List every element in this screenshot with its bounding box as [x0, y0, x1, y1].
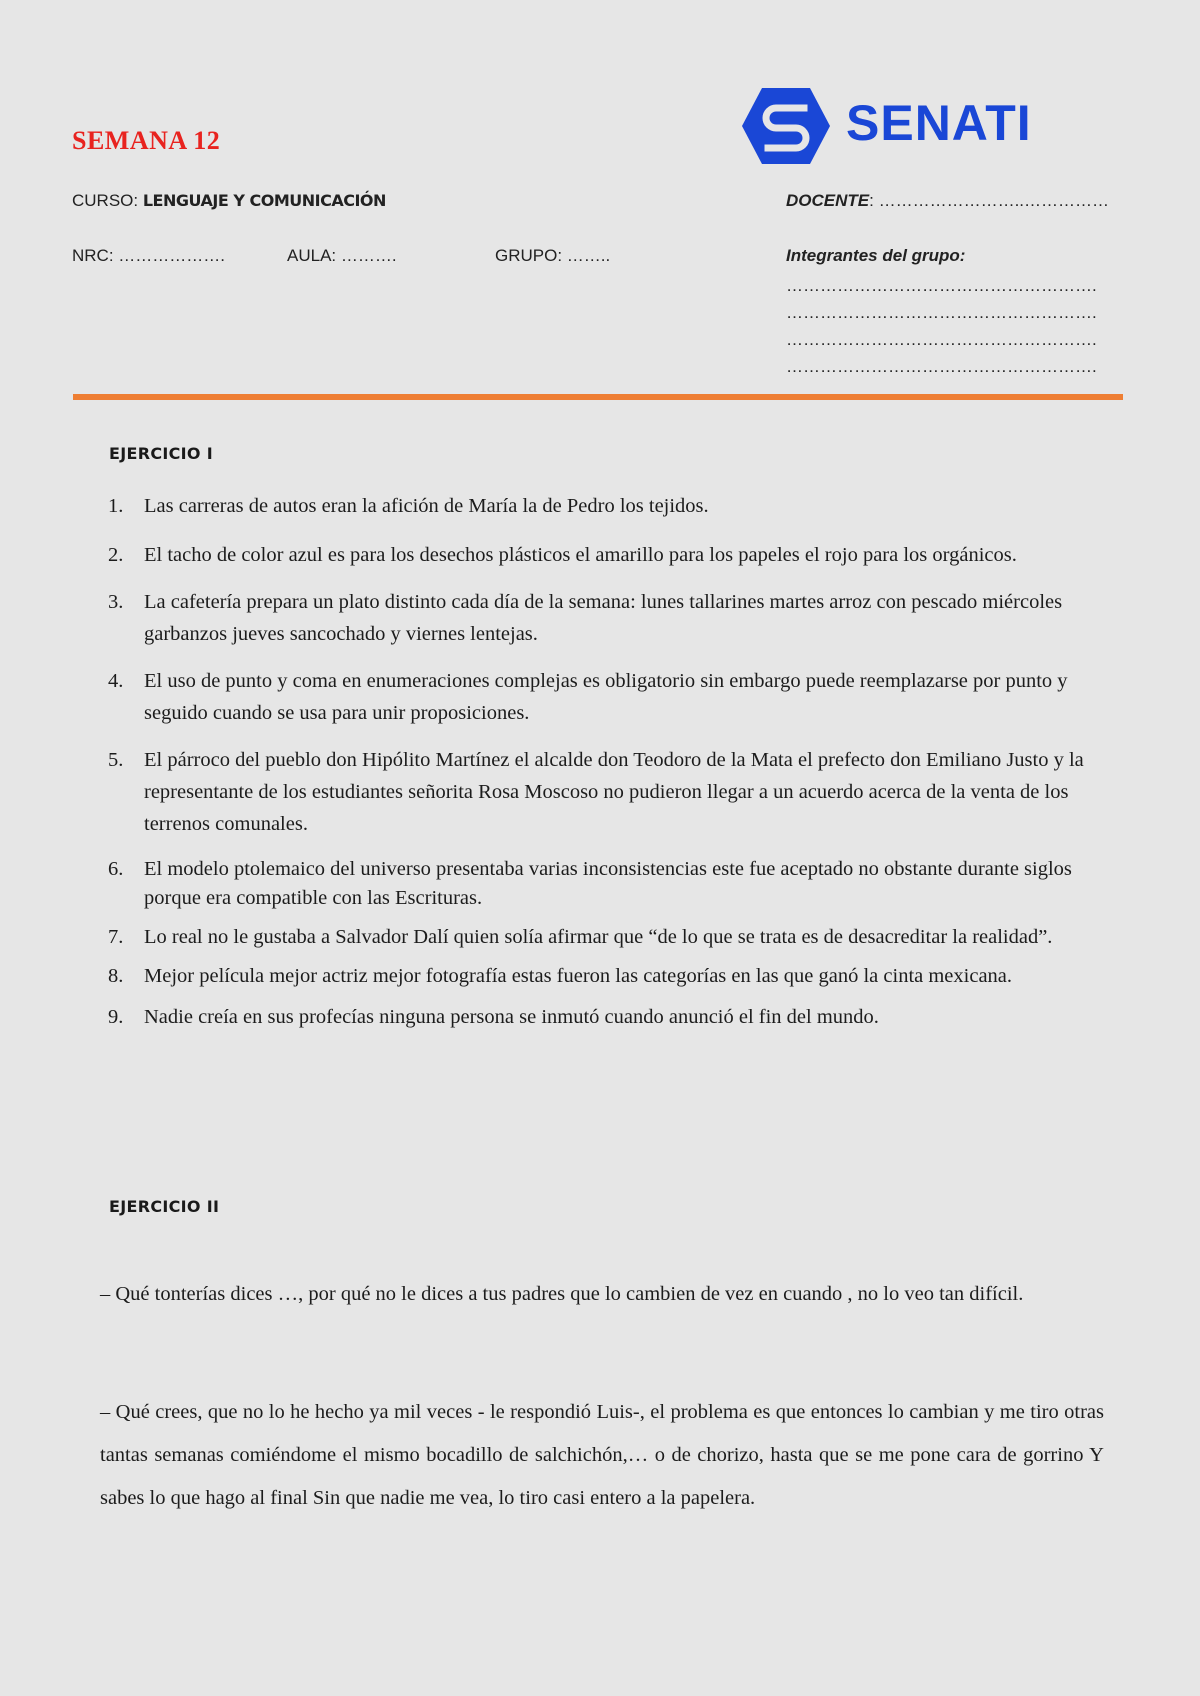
item-number: 8. [108, 965, 124, 987]
item-text: Mejor película mejor actriz mejor fotografía estas fueron las categorías en las que ganó la cinta mexicana. [144, 965, 1013, 987]
dialogue-paragraph: – Qué tonterías dices …, por qué no le dices a tus padres que lo cambien de vez en cuando , no lo veo tan difícil. [100, 1283, 1024, 1305]
list-item [98, 539, 1122, 571]
teacher-label: DOCENTE [786, 191, 870, 210]
teacher-row [786, 191, 1109, 211]
item-text: El tacho de color azul es para los desechos plásticos el amarillo para los papeles el rojo para los orgánicos. [144, 544, 1017, 566]
item-text: El párroco del pueblo don Hipólito Martínez el alcalde don Teodoro de la Mata el prefecto don Emiliano Justo y la representante de los estudiantes señorita Rosa Moscoso no pudieron llegar a un acuerdo acerca de la venta de los terrenos comunales. [144, 749, 1084, 835]
item-text: El modelo ptolemaico del universo presentaba varias inconsistencias este fue aceptado no obstante durante siglos porque era compatible con las Escrituras. [144, 858, 1072, 909]
list-item [98, 855, 1122, 913]
list-item [98, 923, 1122, 952]
senati-logo-icon [740, 86, 832, 166]
item-number: 2. [108, 544, 124, 566]
brand-name: SENATI [846, 95, 1032, 151]
nrc-field: NRC: ………………. [72, 246, 225, 265]
list-item [98, 665, 1122, 729]
list-item [98, 744, 1122, 840]
list-item [98, 962, 1122, 991]
item-number: 5. [108, 749, 124, 771]
course-label: CURSO: [72, 191, 139, 210]
exercise2-title: EJERCICIO II [109, 1197, 220, 1216]
aula-field: AULA: ………. [287, 246, 397, 265]
exercise1-title: EJERCICIO I [109, 444, 213, 463]
exercise1-list [98, 490, 1122, 1033]
grupo-field: GRUPO: …….. [495, 246, 611, 265]
week-title: SEMANA 12 [72, 126, 221, 155]
item-number: 7. [108, 926, 124, 948]
course-value: LENGUAJE Y COMUNICACIÓN [142, 191, 386, 210]
item-number: 6. [108, 858, 124, 880]
list-item [98, 1001, 1122, 1033]
member-line: ………………………………………………. [786, 330, 1097, 349]
course-row [72, 191, 386, 211]
header-divider [73, 394, 1123, 400]
item-number: 3. [108, 591, 124, 613]
member-line: ………………………………………………. [786, 357, 1097, 376]
item-text: Las carreras de autos eran la afición de María la de Pedro los tejidos. [144, 495, 709, 517]
item-text: La cafetería prepara un plato distinto cada día de la semana: lunes tallarines martes arroz con pescado miércoles garbanzos jueves sancochado y viernes lentejas. [144, 591, 1063, 645]
members-list [786, 272, 1097, 380]
list-item [98, 490, 1122, 522]
item-number: 9. [108, 1006, 124, 1028]
members-label: Integrantes del grupo: [786, 246, 966, 265]
dialogue-paragraph: – Qué crees, que no lo he hecho ya mil veces - le respondió Luis-, el problema es que entonces lo cambian y me tiro otras tantas semanas comiéndome el mismo bocadillo de salchichón,… o de chorizo, hasta que se me pone cara de gorrino Y sabes lo que hago al final Sin que nadie me vea, lo tiro casi entero a la papelera. [100, 1401, 1104, 1509]
member-line: ………………………………………………. [786, 303, 1097, 322]
item-text: El uso de punto y coma en enumeraciones complejas es obligatorio sin embargo puede reemplazarse por punto y seguido cuando se usa para unir proposiciones. [144, 670, 1068, 724]
item-number: 4. [108, 670, 124, 692]
item-number: 1. [108, 495, 124, 517]
item-text: Nadie creía en sus profecías ninguna persona se inmutó cuando anunció el fin del mundo. [144, 1006, 879, 1028]
item-text: Lo real no le gustaba a Salvador Dalí quien solía afirmar que “de lo que se trata es de desacreditar la realidad”. [144, 926, 1053, 948]
list-item [98, 586, 1122, 650]
teacher-value: : ……………………..…………… [869, 191, 1110, 210]
member-line: ………………………………………………. [786, 276, 1097, 295]
